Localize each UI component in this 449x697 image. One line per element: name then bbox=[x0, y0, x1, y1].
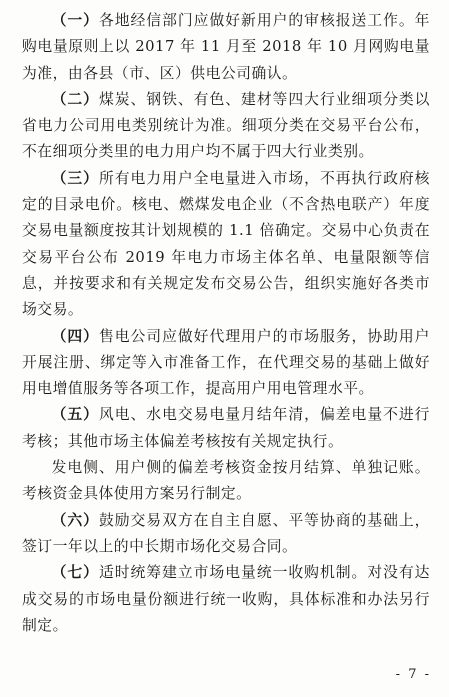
paragraph-2-lead: （二） bbox=[51, 90, 99, 108]
paragraph-7-lead: （六） bbox=[51, 511, 99, 529]
paragraph-6 bbox=[22, 455, 430, 508]
paragraph-1 bbox=[22, 8, 430, 87]
paragraph-8-text: 适时统筹建立市场电量统一收购机制。对没有达成交易的市场电量份额进行统一收购，具体标准和办法另行制定。 bbox=[22, 564, 430, 634]
paragraph-4-text: 售电公司应做好代理用户的市场服务，协助用户开展注册、绑定等入市准备工作，在代理交易的基础上做好用电增值服务等各项工作，提高用户用电管理水平。 bbox=[22, 327, 430, 398]
paragraph-5-lead: （五） bbox=[51, 406, 99, 424]
paragraph-3-lead: （三） bbox=[51, 169, 99, 187]
document-body bbox=[22, 8, 430, 639]
paragraph-4 bbox=[22, 324, 430, 403]
paragraph-3-text: 所有电力用户全电量进入市场，不再执行政府核定的目录电价。核电、燃煤发电企业（不含热电联产）年度交易电量额度按其计划规模的 1.1 倍确定。交易中心负责在交易平台公布 2019 年电力市场主体名单、电量限额等信息，并按要求和有关规定发布交易公告，组织实施好各类市场交易。 bbox=[22, 169, 430, 319]
paragraph-5 bbox=[22, 402, 430, 455]
paragraph-7-text: 鼓励交易双方在自主自愿、平等协商的基础上，签订一年以上的中长期市场化交易合同。 bbox=[22, 511, 430, 555]
paragraph-3 bbox=[22, 166, 430, 324]
paragraph-2 bbox=[22, 87, 430, 166]
paragraph-6-text: 发电侧、用户侧的偏差考核资金按月结算、单独记账。考核资金具体使用方案另行制定。 bbox=[22, 459, 430, 503]
page-number: - 7 - bbox=[395, 667, 431, 682]
paragraph-8-lead: （七） bbox=[51, 564, 99, 582]
paragraph-5-text: 风电、水电交易电量月结年清，偏差电量不进行考核；其他市场主体偏差考核按有关规定执行。 bbox=[22, 406, 430, 450]
paragraph-1-text: 各地经信部门应做好新用户的审核报送工作。年购电量原则上以 2017 年 11 月至 2018 年 10 月网购电量为准，由各县（市、区）供电公司确认。 bbox=[22, 12, 430, 82]
paragraph-7 bbox=[22, 508, 430, 561]
paragraph-1-lead: （一） bbox=[51, 12, 99, 29]
paragraph-8 bbox=[22, 560, 430, 639]
paragraph-4-lead: （四） bbox=[51, 327, 99, 345]
paragraph-2-text: 煤炭、钢铁、有色、建材等四大行业细项分类以省电力公司用电类别统计为准。细项分类在交易平台公布，不在细项分类里的电力用户均不属于四大行业类别。 bbox=[22, 90, 430, 161]
